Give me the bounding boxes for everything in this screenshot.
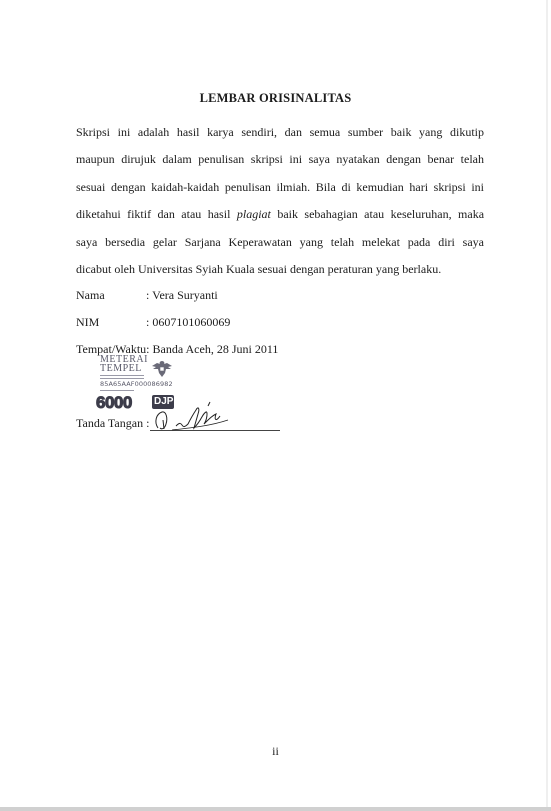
djp-badge-text: DJP xyxy=(154,396,174,407)
stamp-value: 6000 xyxy=(96,393,132,412)
nama-value: : Vera Suryanti xyxy=(146,288,218,302)
paragraph-line-3: sesuai dengan kaidah-kaidah penulisan ilmiah. Bila di kemudian hari skripsi ini xyxy=(76,179,484,194)
stamp-microtext xyxy=(100,375,144,379)
stamp-line-1: METERAI xyxy=(100,354,148,365)
nim-row xyxy=(76,315,230,330)
paragraph-line-4 xyxy=(76,201,484,228)
page-number: ii xyxy=(272,744,279,758)
paragraph-line-6: dicabut oleh Universitas Syiah Kuala sesuai dengan peraturan yang berlaku. xyxy=(76,262,442,277)
handwritten-signature xyxy=(150,398,250,434)
paragraph-line-4-a: diketahui fiktif dan atau hasil xyxy=(76,207,231,222)
statement-paragraph xyxy=(76,119,484,283)
garuda-emblem-icon xyxy=(150,358,174,380)
paragraph-line-2: maupun dirujuk dalam penulisan skripsi ini saya nyatakan dengan benar telah xyxy=(76,152,484,167)
scan-edge-bottom xyxy=(0,807,551,811)
nim-value: : 0607101060069 xyxy=(146,315,231,329)
paragraph-line-1: Skripsi ini adalah hasil karya sendiri, dan semua sumber baik yang dikutip xyxy=(76,125,484,139)
tempat-value: Banda Aceh, 28 Juni 2011 xyxy=(152,342,279,356)
nama-label: Nama xyxy=(76,288,105,302)
tempat-label: Tempat/Waktu: xyxy=(76,342,150,356)
plagiat-term: plagiat xyxy=(236,207,271,222)
nim-label: NIM xyxy=(76,315,100,329)
tanda-tangan-label: Tanda Tangan : xyxy=(76,416,150,430)
document-title: LEMBAR ORISINALITAS xyxy=(199,91,352,105)
stamp-serial: 85A65AAF000086982 xyxy=(100,380,173,388)
paragraph-line-5: saya bersedia gelar Sarjana Keperawatan yang telah melekat pada diri saya xyxy=(76,234,484,249)
nama-row xyxy=(76,288,218,303)
paragraph-line-4-b: baik sebahagian atau keseluruhan, maka xyxy=(277,207,485,222)
stamp-line-2: TEMPEL xyxy=(100,363,142,374)
scan-edge-right xyxy=(546,0,548,811)
